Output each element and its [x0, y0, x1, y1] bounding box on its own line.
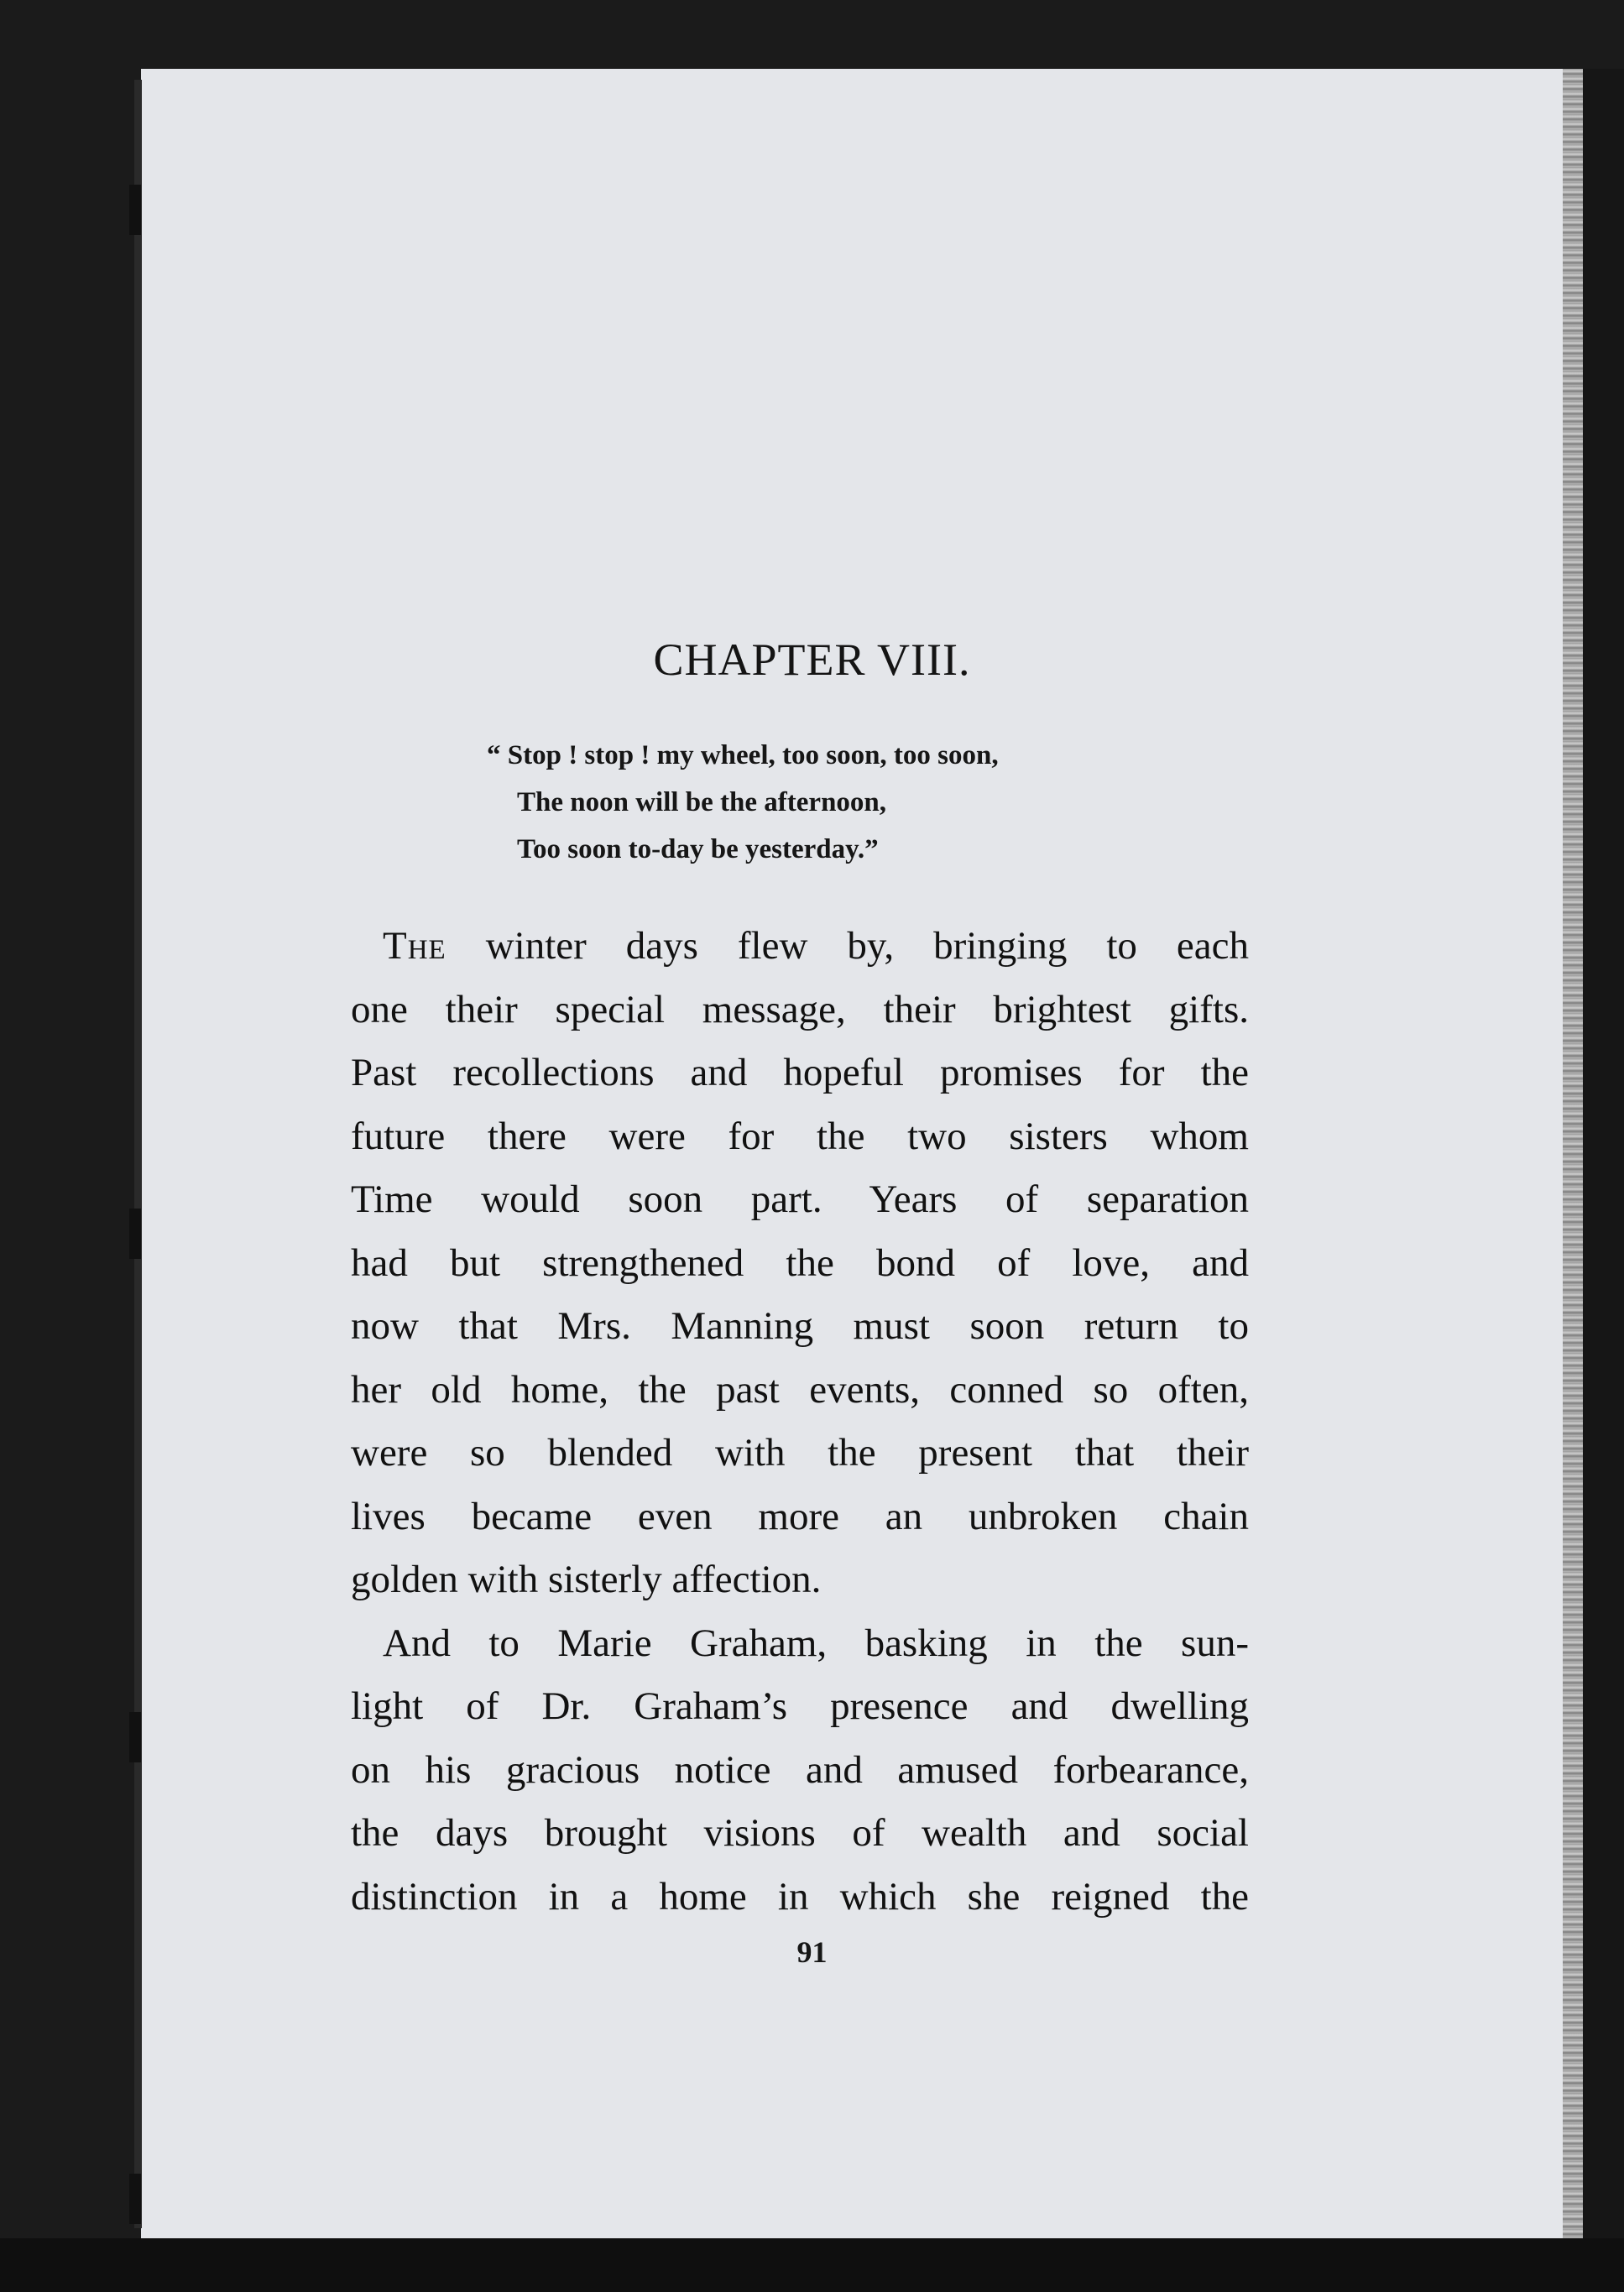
gutter-mark	[129, 185, 141, 235]
epigraph-line: Too soon to-day be yesterday.”	[517, 834, 879, 864]
gutter-mark	[129, 2174, 141, 2224]
body-line: her old home, the past events, conned so often,	[351, 1367, 1249, 1412]
body-text	[351, 915, 1249, 1929]
body-line: And to Marie Graham, basking in the sun-	[383, 1621, 1249, 1665]
body-line: had but strengthened the bond of love, and	[351, 1240, 1249, 1285]
scan-border-bottom	[0, 2238, 1624, 2292]
body-line: light of Dr. Graham’s presence and dwelling	[351, 1684, 1249, 1728]
lead-word: The	[383, 924, 446, 968]
epigraph-line: The noon will be the afternoon,	[517, 787, 887, 817]
first-line-text: winter days flew by, bringing to each	[446, 924, 1249, 968]
chapter-title: CHAPTER VIII.	[653, 634, 971, 685]
page-gutter-shadow	[134, 80, 142, 2228]
body-line: distinction in a home in which she reigned the	[351, 1874, 1249, 1919]
epigraph-line: “ Stop ! stop ! my wheel, too soon, too soon,	[487, 740, 999, 770]
paragraph-1-first-line	[351, 915, 1249, 979]
scan-border-right	[1583, 69, 1624, 2238]
body-line: Past recollections and hopeful promises for the	[351, 1051, 1249, 1094]
body-line: on his gracious notice and amused forbearance,	[351, 1747, 1249, 1792]
epigraph	[487, 732, 1242, 873]
body-line: one their special message, their brightest gifts.	[351, 987, 1249, 1031]
body-line: lives became even more an unbroken chain	[351, 1494, 1249, 1538]
gutter-mark	[129, 1209, 141, 1259]
body-line: were so blended with the present that their	[351, 1431, 1249, 1475]
gutter-mark	[129, 1712, 141, 1762]
body-line: Time would soon part. Years of separation	[351, 1177, 1249, 1221]
body-line: future there were for the two sisters whom	[351, 1114, 1249, 1158]
body-line: now that Mrs. Manning must soon return to	[351, 1304, 1249, 1348]
page-number: 91	[796, 1935, 828, 1969]
body-line: golden with sisterly affection.	[351, 1558, 822, 1601]
body-line: the days brought visions of wealth and social	[351, 1811, 1249, 1855]
